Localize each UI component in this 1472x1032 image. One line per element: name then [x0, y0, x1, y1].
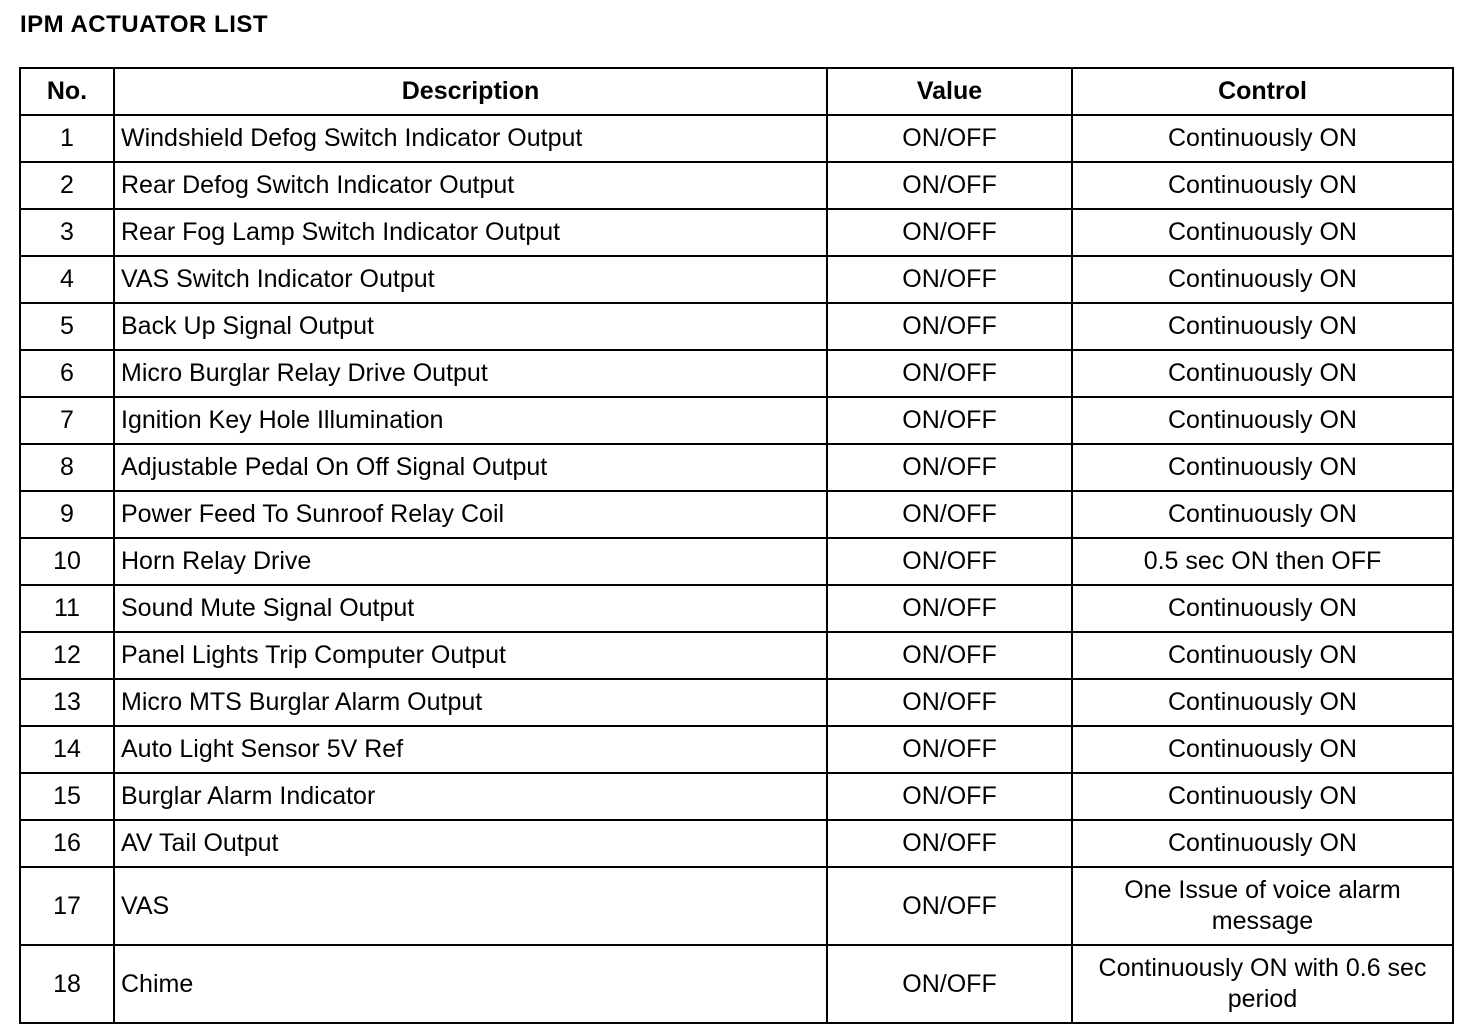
cell-no: 6	[20, 350, 114, 397]
cell-value: ON/OFF	[827, 945, 1072, 1023]
cell-control: Continuously ON	[1072, 256, 1453, 303]
cell-value: ON/OFF	[827, 679, 1072, 726]
cell-no: 11	[20, 585, 114, 632]
cell-no: 8	[20, 444, 114, 491]
table-row	[20, 867, 1453, 945]
cell-no: 12	[20, 632, 114, 679]
cell-control: Continuously ON	[1072, 444, 1453, 491]
cell-no: 17	[20, 867, 114, 945]
cell-no: 13	[20, 679, 114, 726]
cell-control: Continuously ON	[1072, 303, 1453, 350]
table-row	[20, 585, 1453, 632]
column-header-no: No.	[20, 68, 114, 115]
actuator-table	[19, 67, 1454, 1024]
cell-no: 4	[20, 256, 114, 303]
cell-no: 1	[20, 115, 114, 162]
cell-control: Continuously ON	[1072, 491, 1453, 538]
cell-no: 3	[20, 209, 114, 256]
cell-desc: Burglar Alarm Indicator	[114, 773, 827, 820]
cell-no: 5	[20, 303, 114, 350]
table-row	[20, 945, 1453, 1023]
cell-no: 15	[20, 773, 114, 820]
cell-value: ON/OFF	[827, 444, 1072, 491]
cell-value: ON/OFF	[827, 162, 1072, 209]
cell-desc: Horn Relay Drive	[114, 538, 827, 585]
cell-value: ON/OFF	[827, 585, 1072, 632]
table-row	[20, 444, 1453, 491]
cell-no: 9	[20, 491, 114, 538]
table-row	[20, 820, 1453, 867]
cell-control: 0.5 sec ON then OFF	[1072, 538, 1453, 585]
cell-value: ON/OFF	[827, 115, 1072, 162]
table-row	[20, 397, 1453, 444]
cell-value: ON/OFF	[827, 209, 1072, 256]
cell-desc: Rear Defog Switch Indicator Output	[114, 162, 827, 209]
cell-desc: VAS Switch Indicator Output	[114, 256, 827, 303]
cell-value: ON/OFF	[827, 632, 1072, 679]
cell-control: One Issue of voice alarm message	[1072, 867, 1453, 945]
cell-value: ON/OFF	[827, 726, 1072, 773]
cell-desc: Back Up Signal Output	[114, 303, 827, 350]
table-header-row	[20, 68, 1453, 115]
table-row	[20, 162, 1453, 209]
cell-value: ON/OFF	[827, 773, 1072, 820]
cell-no: 2	[20, 162, 114, 209]
cell-no: 7	[20, 397, 114, 444]
table-body	[20, 115, 1453, 1023]
column-header-description: Description	[114, 68, 827, 115]
cell-desc: VAS	[114, 867, 827, 945]
page-title: IPM ACTUATOR LIST	[20, 11, 269, 38]
cell-value: ON/OFF	[827, 538, 1072, 585]
cell-control: Continuously ON	[1072, 773, 1453, 820]
table-row	[20, 303, 1453, 350]
cell-desc: Panel Lights Trip Computer Output	[114, 632, 827, 679]
table-row	[20, 209, 1453, 256]
cell-desc: AV Tail Output	[114, 820, 827, 867]
column-header-control: Control	[1072, 68, 1453, 115]
table-row	[20, 491, 1453, 538]
cell-control: Continuously ON	[1072, 820, 1453, 867]
table-row	[20, 256, 1453, 303]
cell-control: Continuously ON	[1072, 209, 1453, 256]
cell-control: Continuously ON with 0.6 sec period	[1072, 945, 1453, 1023]
cell-no: 14	[20, 726, 114, 773]
cell-desc: Micro Burglar Relay Drive Output	[114, 350, 827, 397]
cell-value: ON/OFF	[827, 256, 1072, 303]
cell-control: Continuously ON	[1072, 726, 1453, 773]
table-row	[20, 115, 1453, 162]
cell-no: 16	[20, 820, 114, 867]
cell-value: ON/OFF	[827, 350, 1072, 397]
cell-value: ON/OFF	[827, 867, 1072, 945]
table-row	[20, 679, 1453, 726]
table-row	[20, 773, 1453, 820]
cell-control: Continuously ON	[1072, 679, 1453, 726]
cell-control: Continuously ON	[1072, 350, 1453, 397]
cell-value: ON/OFF	[827, 820, 1072, 867]
cell-desc: Adjustable Pedal On Off Signal Output	[114, 444, 827, 491]
cell-control: Continuously ON	[1072, 115, 1453, 162]
table-row	[20, 350, 1453, 397]
table-row	[20, 726, 1453, 773]
cell-value: ON/OFF	[827, 397, 1072, 444]
cell-desc: Ignition Key Hole Illumination	[114, 397, 827, 444]
cell-desc: Rear Fog Lamp Switch Indicator Output	[114, 209, 827, 256]
cell-no: 18	[20, 945, 114, 1023]
cell-desc: Micro MTS Burglar Alarm Output	[114, 679, 827, 726]
cell-control: Continuously ON	[1072, 397, 1453, 444]
cell-desc: Chime	[114, 945, 827, 1023]
cell-control: Continuously ON	[1072, 162, 1453, 209]
cell-desc: Sound Mute Signal Output	[114, 585, 827, 632]
cell-no: 10	[20, 538, 114, 585]
cell-desc: Windshield Defog Switch Indicator Output	[114, 115, 827, 162]
cell-control: Continuously ON	[1072, 585, 1453, 632]
cell-desc: Power Feed To Sunroof Relay Coil	[114, 491, 827, 538]
column-header-value: Value	[827, 68, 1072, 115]
table-row	[20, 632, 1453, 679]
cell-value: ON/OFF	[827, 491, 1072, 538]
cell-desc: Auto Light Sensor 5V Ref	[114, 726, 827, 773]
cell-control: Continuously ON	[1072, 632, 1453, 679]
cell-value: ON/OFF	[827, 303, 1072, 350]
table-row	[20, 538, 1453, 585]
